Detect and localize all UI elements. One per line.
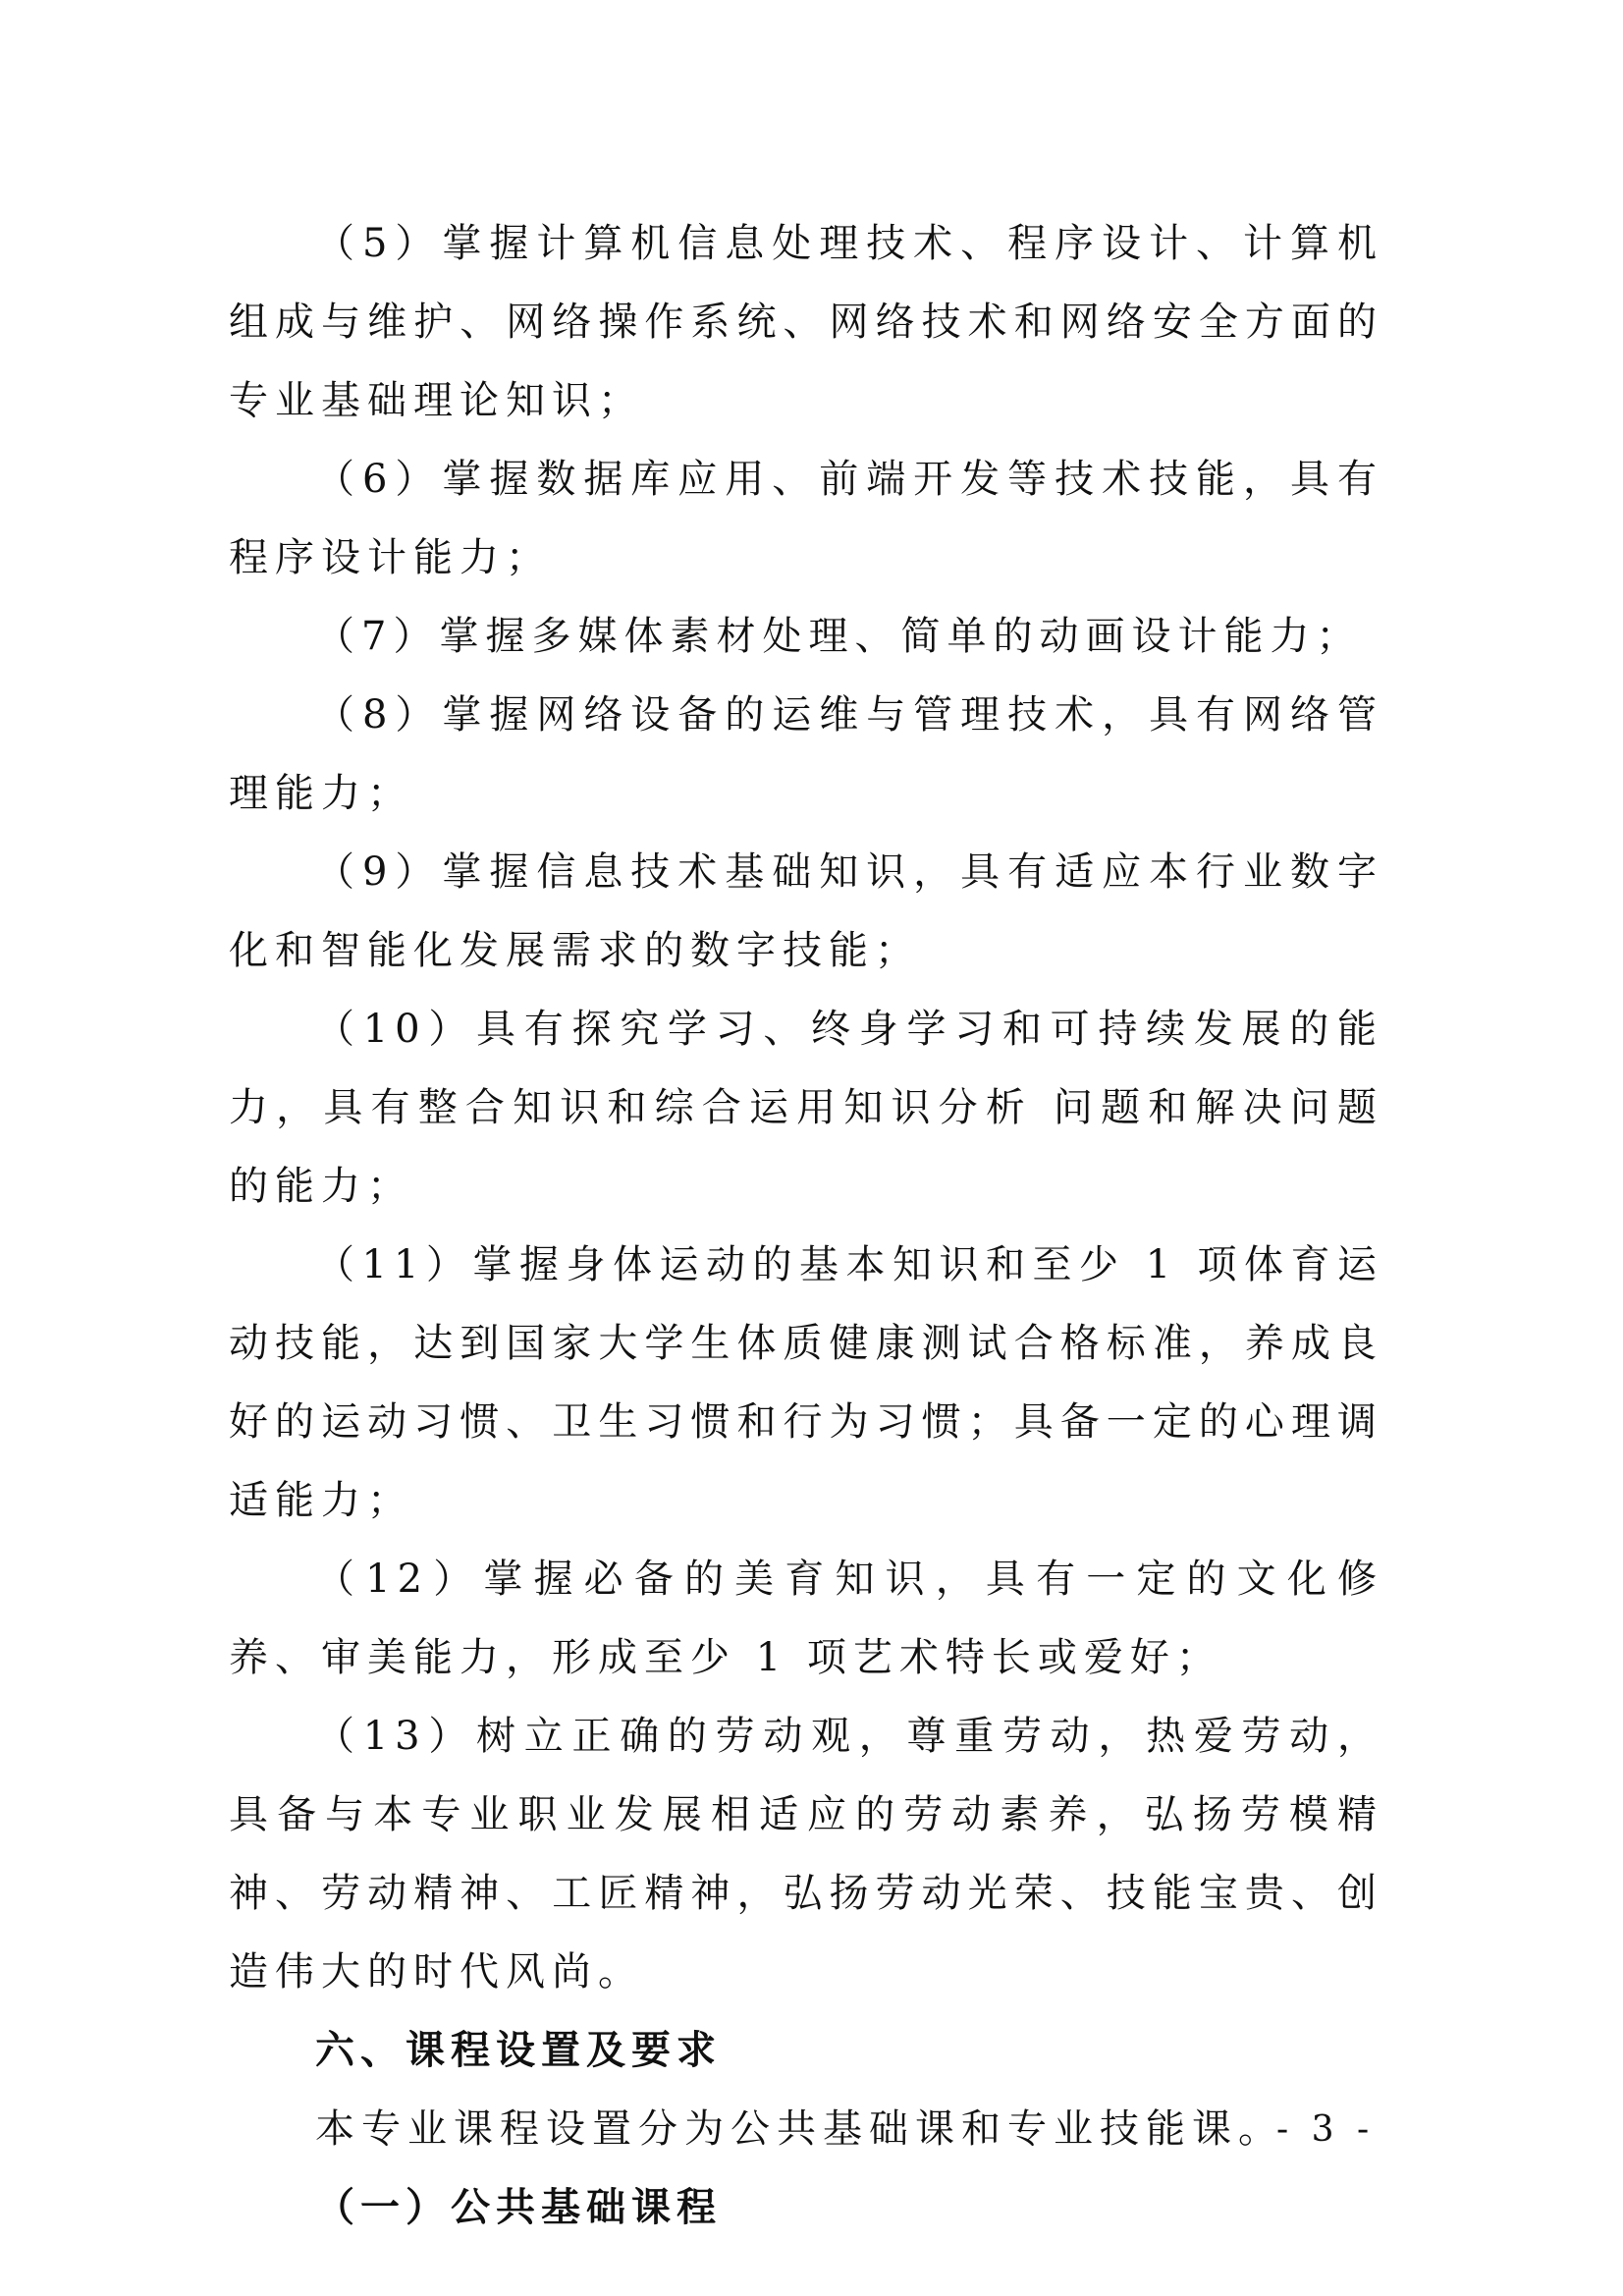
paragraph-item-13: （13）树立正确的劳动观，尊重劳动，热爱劳动，具备与本专业职业发展相适应的劳动素养，弘扬劳模精神、劳动精神、工匠精神，弘扬劳动光荣、技能宝贵、创造伟大的时代风尚。 — [229, 1714, 1383, 1995]
paragraph-item-11: （11）掌握身体运动的基本知识和至少 1 项体育运动技能，达到国家大学生体质健康测试合格标准，养成良好的运动习惯、卫生习惯和行为习惯；具备一定的心理调适能力； — [229, 1242, 1383, 1523]
subsection-heading: （一）公共基础课程 — [315, 2184, 722, 2230]
section-heading: 六、课程设置及要求 — [315, 2028, 722, 2073]
paragraph-item-7: （7）掌握多媒体素材处理、简单的动画设计能力； — [315, 614, 1363, 659]
paragraph-item-5: （5）掌握计算机信息处理技术、程序设计、计算机组成与维护、网络操作系统、网络技术和网络安全方面的专业基础理论知识； — [229, 221, 1383, 423]
paragraph-item-6: （6）掌握数据库应用、前端开发等技术技能，具有程序设计能力； — [229, 457, 1383, 580]
page-number: - 3 - — [1276, 2109, 1376, 2150]
paragraph-item-10: （10）具有探究学习、终身学习和可持续发展的能力，具有整合知识和综合运用知识分析 问题和解决问题的能力； — [229, 1007, 1383, 1209]
section-intro: 本专业课程设置分为公共基础课和专业技能课。 — [315, 2106, 1284, 2152]
paragraph-item-12: （12）掌握必备的美育知识，具有一定的文化修养、审美能力，形成至少 1 项艺术特长或爱好； — [229, 1557, 1383, 1680]
paragraph-item-8: （8）掌握网络设备的运维与管理技术，具有网络管理能力； — [229, 692, 1383, 816]
document-body — [229, 204, 1383, 2247]
paragraph-item-9: （9）掌握信息技术基础知识，具有适应本行业数字化和智能化发展需求的数字技能； — [229, 849, 1383, 973]
